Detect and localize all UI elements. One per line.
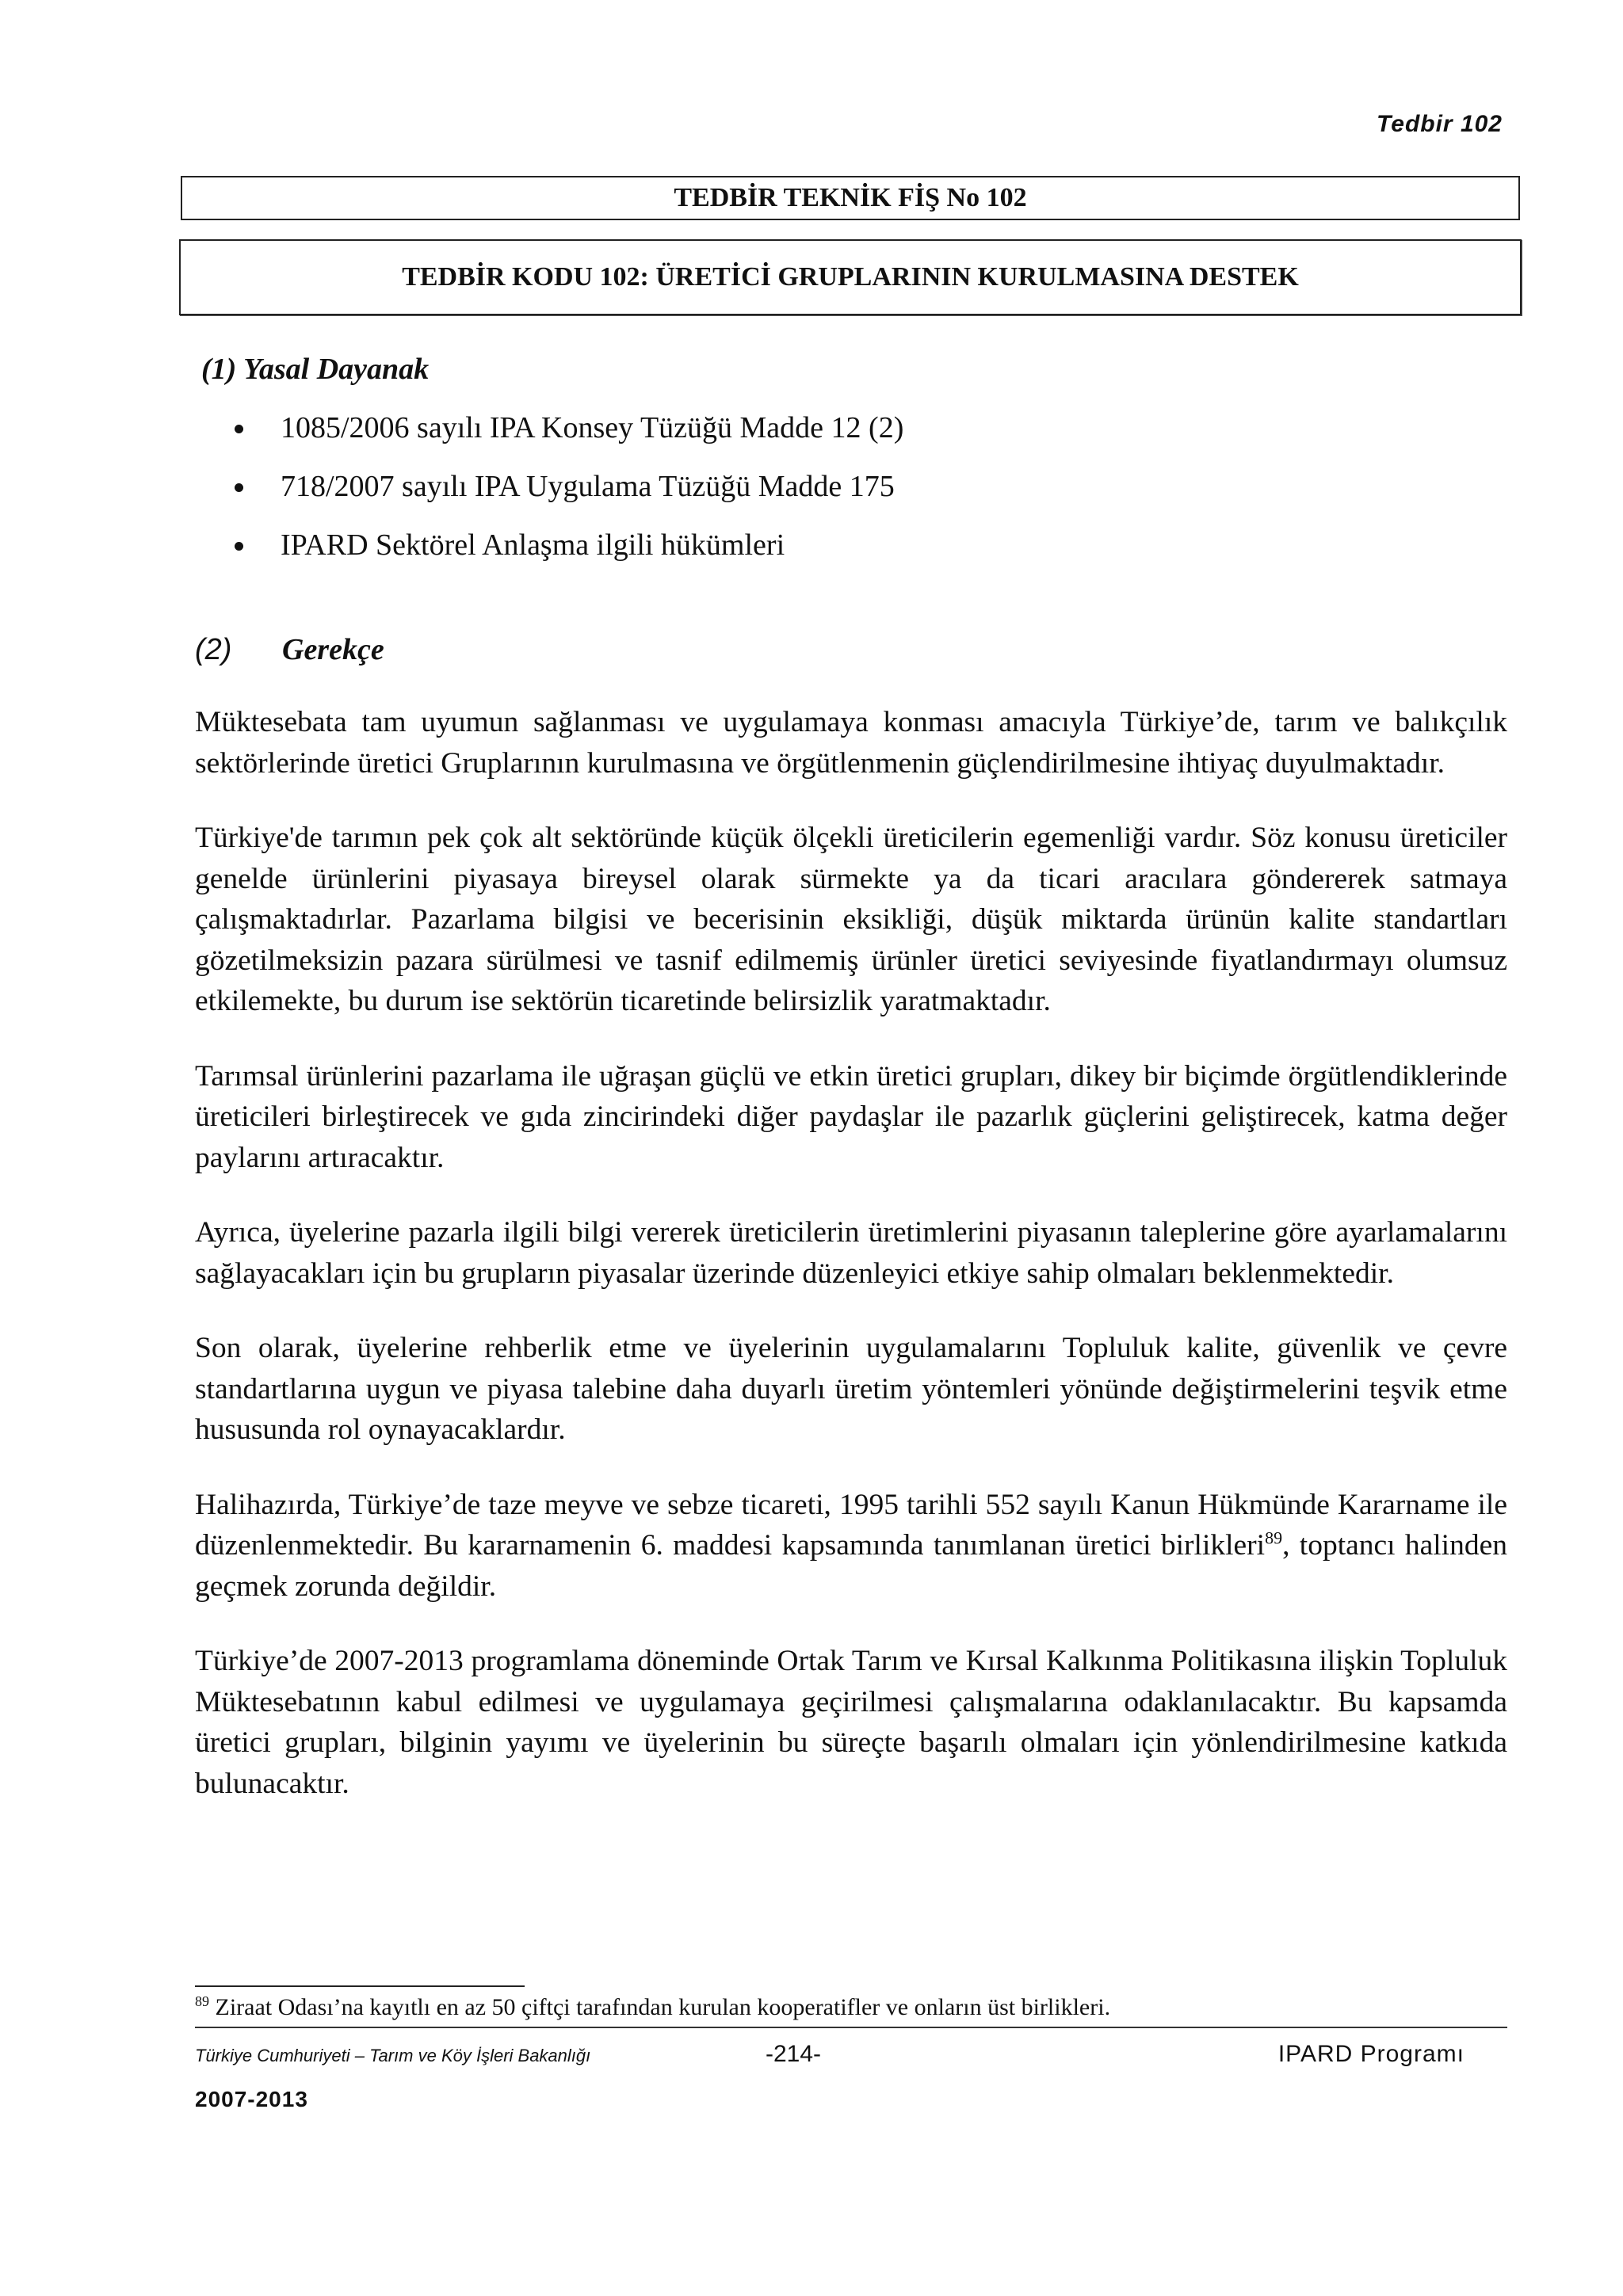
legal-basis-list [230, 407, 903, 583]
section-heading-legal-basis: (1) Yasal Dayanak [201, 353, 430, 386]
list-item [230, 466, 903, 524]
bullet-icon [235, 542, 243, 551]
paragraph: Tarımsal ürünlerini pazarlama ile uğraşan güçlü ve etkin üretici grupları, dikey bir biçimde örgütlendiklerinde üreticileri birleştirecek ve gıda zincirindeki diğer paydaşlar ile pazarlık güçlerini geliştirecek, katma değer paylarını artıracaktır. [195, 1059, 1507, 1174]
running-header: Tedbir 102 [1377, 111, 1503, 137]
section-number: (2) [195, 633, 232, 666]
list-item [230, 407, 903, 466]
list-item-text: IPARD Sektörel Anlaşma ilgili hükümleri [281, 528, 785, 562]
list-item-text: 1085/2006 sayılı IPA Konsey Tüzüğü Madde 12 (2) [281, 411, 904, 444]
bullet-icon [235, 483, 243, 492]
paragraph-text: , toptancı halinden geçmek zorunda değildir. [195, 1529, 1507, 1603]
fiche-title: TEDBİR TEKNİK FİŞ No 102 [181, 176, 1520, 220]
paragraph: Müktesebata tam uyumun sağlanması ve uygulamaya konması amacıyla Türkiye’de, tarım ve balıkçılık sektörlerinde üretici Gruplarının kurulmasına ve örgütlenmenin güçlendirilmesine ihtiyaç duyulmaktadır. [195, 706, 1507, 780]
footnote-separator [195, 1985, 525, 1987]
rationale-body [195, 702, 1507, 1838]
section-heading-rationale [195, 632, 384, 667]
footer-program: IPARD Programı [1277, 2041, 1465, 2067]
paragraph-text: Halihazırda, Türkiye’de taze meyve ve sebze ticareti, 1995 tarihli 552 sayılı Kanun Hükmünde Kararname ile düzenlenmektedir. Bu kararnamenin 6. maddesi kapsamında tanımlanan üretici birlikleri [195, 1488, 1507, 1562]
paragraph: Türkiye’de 2007-2013 programlama döneminde Ortak Tarım ve Kırsal Kalkınma Politikasına ilişkin Topluluk Müktesebatının kabul edilmesi ve uygulamaya geçirilmesi çalışmalarına odaklanılacaktır. Bu kapsamda üretici grupları, bilginin yayımı ve üyelerinin bu süreçte başarılı olmaları için yönlendirilmesine katkıda bulunacaktır. [195, 1645, 1507, 1800]
page-number: -214- [766, 2041, 822, 2067]
footer-divider [195, 2027, 1507, 2028]
paragraph [195, 1485, 1507, 1608]
footer-ministry: Türkiye Cumhuriyeti – Tarım ve Köy İşleri Bakanlığı [195, 2046, 591, 2065]
footnote-text: Ziraat Odası’na kayıtlı en az 50 çiftçi tarafından kurulan kooperatifler ve onların üst birlikleri. [209, 1994, 1111, 2020]
measure-code-title: TEDBİR KODU 102: ÜRETİCİ GRUPLARININ KURULMASINA DESTEK [179, 239, 1522, 315]
footnote [195, 1993, 1110, 2022]
list-item [230, 524, 903, 583]
bullet-icon [235, 425, 243, 433]
footnote-reference[interactable]: 89 [1265, 1527, 1283, 1548]
footer-years: 2007-2013 [195, 2087, 308, 2111]
paragraph: Son olarak, üyelerine rehberlik etme ve üyelerinin uygulamalarını Topluluk kalite, güvenlik ve çevre standartlarına uygun ve piyasa talebine daha duyarlı üretim yöntemleri yönünde değiştirmelerini teşvik etme hususunda rol oynayacaklardır. [195, 1332, 1507, 1446]
footnote-number: 89 [195, 1993, 209, 2009]
paragraph: Ayrıca, üyelerine pazarla ilgili bilgi vererek üreticilerin üretimlerini piyasanın taleplerine göre ayarlamalarını sağlayacakları için bu grupların piyasalar üzerinde düzenleyici etkiye sahip olmaları beklenmektedir. [195, 1216, 1507, 1290]
paragraph: Türkiye'de tarımın pek çok alt sektöründe küçük ölçekli üreticilerin egemenliği vardır. Söz konusu üreticiler genelde ürünlerini piyasaya bireysel olarak sürmekte ya da ticari aracılara göndererek satmaya çalışmaktadırlar. Pazarlama bilgisi ve becerisinin eksikliği, düşük miktarda ürünün kalite standartları gözetilmeksizin pazara sürülmesi ve tasnif edilmemiş ürünler üretici seviyesinde fiyatlandırmayı olumsuz etkilemekte, bu durum ise sektörün ticaretinde belirsizlik yaratmaktadır. [195, 822, 1507, 1017]
section-title: Gerekçe [282, 633, 384, 666]
list-item-text: 718/2007 sayılı IPA Uygulama Tüzüğü Madde 175 [281, 470, 895, 503]
